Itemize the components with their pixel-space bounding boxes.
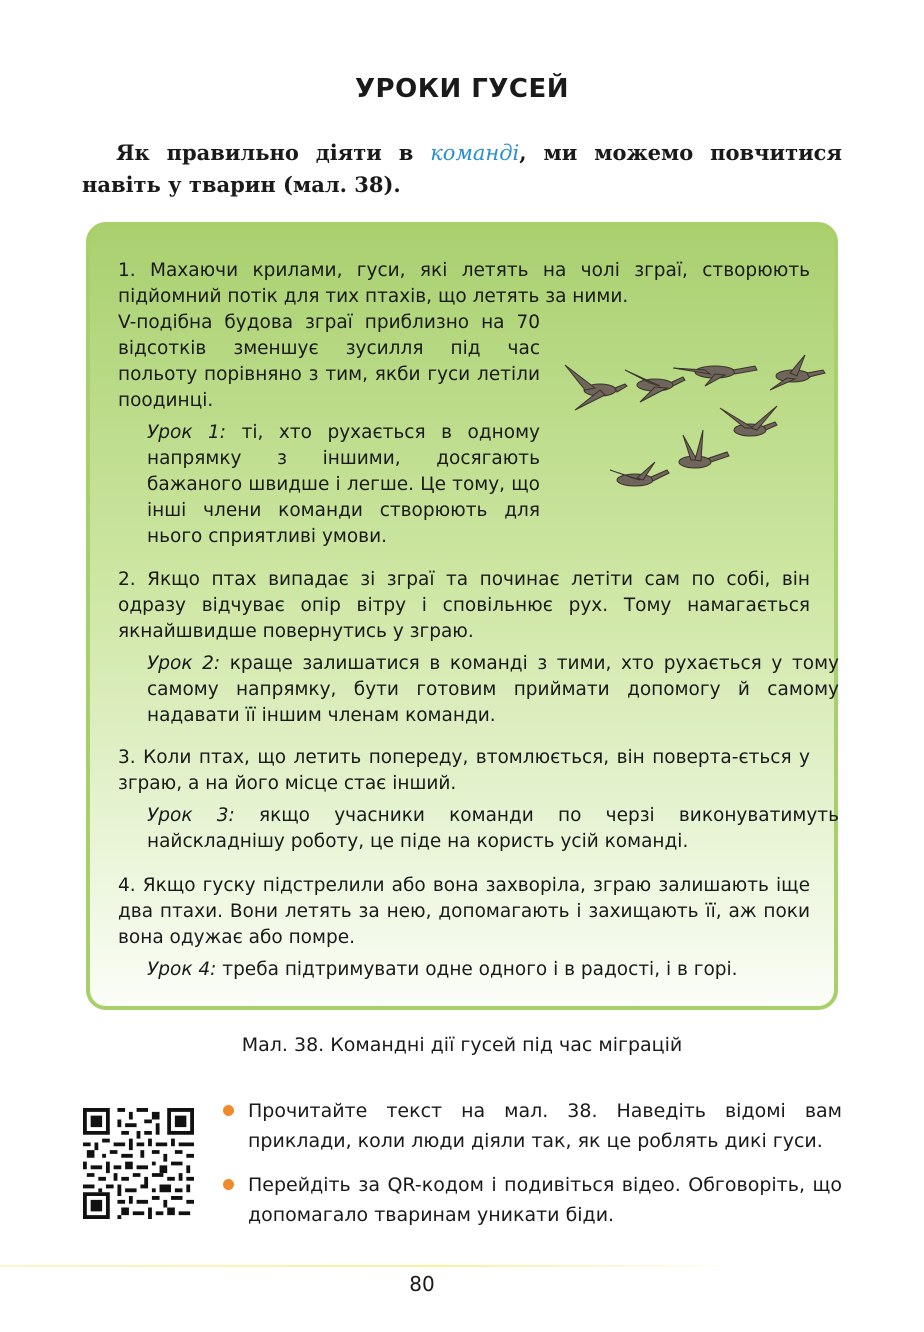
task-bullet [223,1105,234,1116]
point-1-detail: V-подібна будова зграї приблизно на 70 відсотків зменшує зусилля під час польоту порівняно з тим, якби гуси летіли поодинці. [118,312,540,411]
intro-text-end: , ми можемо повчитися навіть у тварин (мал. 38). [82,140,842,197]
intro-term-link: команді [430,141,520,165]
page-title: УРОКИ ГУСЕЙ [355,74,569,104]
lesson-3-text: якщо учасники команди по черзі виконуватимуть найскладнішу роботу, це піде на користь усій команді. [147,805,839,852]
lesson-1-label: Урок 1: [147,422,227,443]
qr-code-icon[interactable] [83,1108,194,1219]
lesson-2-label: Урок 2: [147,653,221,674]
lesson-2-text: краще залишатися в команді з тими, хто рухається у тому самому напрямку, бути готовим приймати допомогу й самому надавати її іншим членам команди. [147,653,839,726]
lesson-1-text: ті, хто рухається в одному напрямку з іншими, досягають бажаного швидше і легше. Це тому, що інші члени команди створюють для нього сприятливі умови. [147,422,540,547]
goose-icon [720,406,777,436]
point-4: 4. Якщо гуску підстрелили або вона захворіла, зграю залишають іще два птахи. Вони летять за нею, допомагають і захищають її, аж поки вона одужає або помре. [118,875,810,948]
point-1-intro: 1. Махаючи крилами, гуси, які летять на чолі зграї, створюють підйомний потік для тих птахів, що летять за ними. [118,260,810,307]
page-number: 80 [409,1272,435,1296]
lesson-2 [118,651,839,729]
goose-icon [565,365,627,410]
task-bullet [223,1179,234,1190]
point-3: 3. Коли птах, що летить попереду, втомлюється, він поверта-ється у зграю, а на його місце стає інший. [118,747,810,794]
goose-icon [673,366,757,386]
lesson-1 [118,420,540,550]
lesson-3 [118,803,839,855]
goose-icon [610,462,669,486]
lesson-4-label: Урок 4: [147,959,217,980]
lesson-4 [118,957,839,983]
intro-paragraph [82,137,842,200]
figure-caption: Мал. 38. Командні дії гусей під час міграцій [241,1034,683,1056]
lesson-3-label: Урок 3: [147,805,235,826]
task-2: Перейдіть за QR-кодом і подивіться відео. Обговоріть, що допомагало тваринам уникати біди. [248,1174,842,1226]
footer-divider [0,1265,740,1267]
goose-icon [679,430,729,468]
point-2: 2. Якщо птах випадає зі зграї та починає летіти сам по собі, він одразу відчуває опір вітру і сповільнює рух. Тому намагається якнайшвидше повернутись у зграю. [118,569,810,642]
flying-geese-illustration [555,340,830,505]
task-1: Прочитайте текст на мал. 38. Наведіть відомі вам приклади, коли люди діяли так, як це роблять дикі гуси. [248,1100,842,1152]
intro-text-start: Як правильно діяти в [116,140,431,165]
lesson-4-text: треба підтримувати одне одного і в радості, і в горі. [216,959,738,980]
goose-icon [770,355,825,390]
goose-icon [625,370,685,402]
